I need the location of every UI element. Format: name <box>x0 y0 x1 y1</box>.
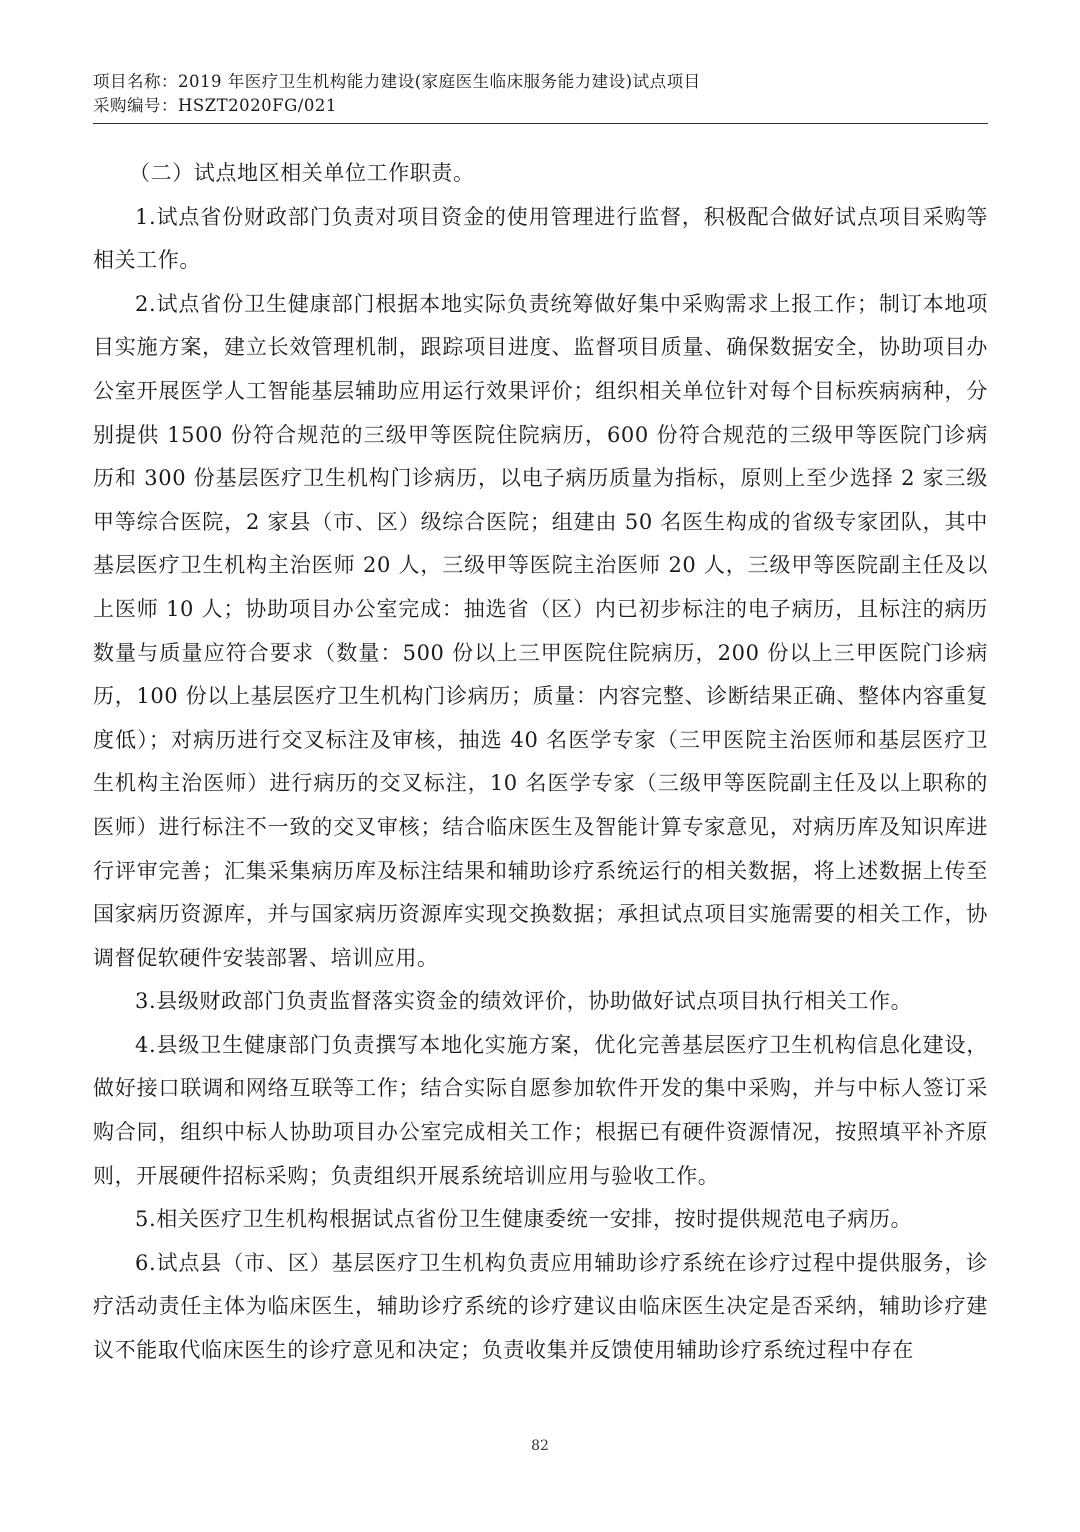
header-divider <box>93 123 988 124</box>
document-body <box>93 152 988 1373</box>
page-number: 82 <box>531 1438 549 1454</box>
section-heading: （二）试点地区相关单位工作职责。 <box>129 161 475 185</box>
page-header <box>93 70 988 118</box>
project-name: 项目名称：2019 年医疗卫生机构能力建设(家庭医生临床服务能力建设)试点项目 <box>93 72 701 91</box>
paragraph-3: 3.县级财政部门负责监督落实资金的绩效评价，协助做好试点项目执行相关工作。 <box>135 989 913 1014</box>
paragraph-6: 6.试点县（市、区）基层医疗卫生机构负责应用辅助诊疗系统在诊疗过程中提供服务，诊疗活动责任主体为临床医生，辅助诊疗系统的诊疗建议由临床医生决定是否采纳，辅助诊疗建议不能取代临床医生的诊疗意见和决定；负责收集并反馈使用辅助诊疗系统过程中存在 <box>93 1250 988 1363</box>
paragraph-5: 5.相关医疗卫生机构根据试点省份卫生健康委统一安排，按时提供规范电子病历。 <box>135 1207 913 1232</box>
paragraph-2: 2.试点省份卫生健康部门根据本地实际负责统筹做好集中采购需求上报工作；制订本地项目实施方案，建立长效管理机制，跟踪项目进度、监督项目质量、确保数据安全，协助项目办公室开展医学人工智能基层辅助应用运行效果评价；组织相关单位针对每个目标疾病病种，分别提供 1500 份符合规范的三级甲等医院住院病历，600 份符合规范的三级甲等医院门诊病历和 300 份基层医疗卫生机构门诊病历，以电子病历质量为指标，原则上至少选择 2 家三级甲等综合医院，2 家县（市、区）级综合医院；组建由 50 名医生构成的省级专家团队，其中基层医疗卫生机构主治医师 20 人，三级甲等医院主治医师 20 人，三级甲等医院副主任及以上医师 10 人；协助项目办公室完成：抽选省（区）内已初步标注的电子病历，且标注的病历数量与质量应符合要求（数量：500 份以上三甲医院住院病历，200 份以上三甲医院门诊病历，100 份以上基层医疗卫生机构门诊病历；质量：内容完整、诊断结果正确、整体内容重复度低）；对病历进行交叉标注及审核，抽选 40 名医学专家（三甲医院主治医师和基层医疗卫生机构主治医师）进行病历的交叉标注，10 名医学专家（三级甲等医院副主任及以上职称的医师）进行标注不一致的交叉审核；结合临床医生及智能计算专家意见，对病历库及知识库进行评审完善；汇集采集病历库及标注结果和辅助诊疗系统运行的相关数据，将上述数据上传至国家病历资源库，并与国家病历资源库实现交换数据；承担试点项目实施需要的相关工作，协调督促软硬件安装部署、培训应用。 <box>93 291 988 970</box>
paragraph-1: 1.试点省份财政部门负责对项目资金的使用管理进行监督，积极配合做好试点项目采购等相关工作。 <box>93 204 988 273</box>
procurement-code: 采购编号：HSZT2020FG/021 <box>93 96 337 115</box>
paragraph-4: 4.县级卫生健康部门负责撰写本地化实施方案，优化完善基层医疗卫生机构信息化建设，做好接口联调和网络互联等工作；结合实际自愿参加软件开发的集中采购，并与中标人签订采购合同，组织中标人协助项目办公室完成相关工作；根据已有硬件资源情况，按照填平补齐原则，开展硬件招标采购；负责组织开展系统培训应用与验收工作。 <box>93 1032 988 1188</box>
